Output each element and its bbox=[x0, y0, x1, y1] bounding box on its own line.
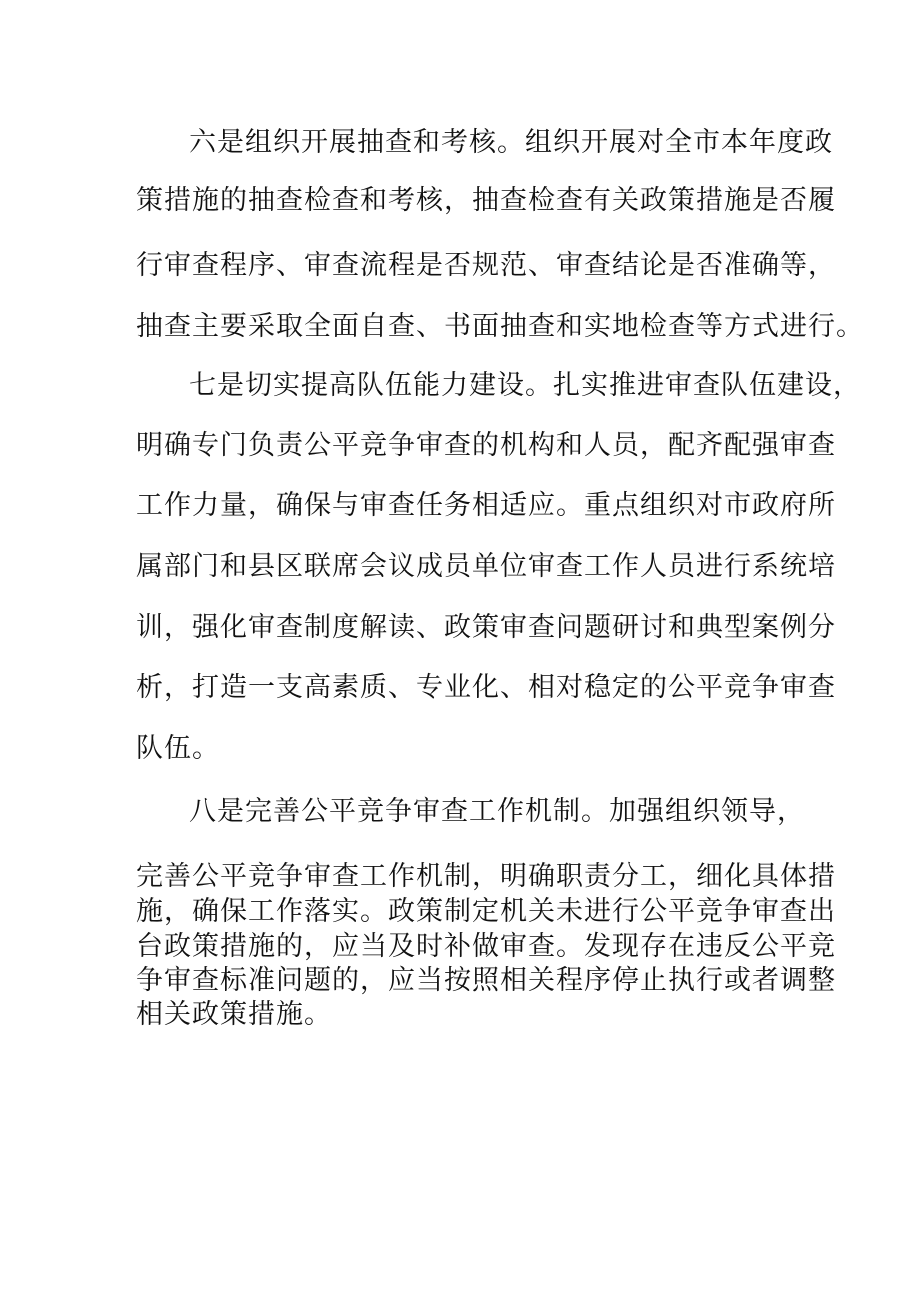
paragraph-line: 相关政策措施。 bbox=[136, 999, 332, 1030]
paragraph-line: 明确专门负责公平竞争审查的机构和人员，配齐配强审查 bbox=[136, 430, 836, 461]
paragraph-line: 析，打造一支高素质、专业化、相对稳定的公平竞争审查 bbox=[136, 672, 836, 703]
paragraph-line: 六是组织开展抽查和考核。组织开展对全市本年度政 bbox=[189, 127, 833, 158]
paragraph-line: 属部门和县区联席会议成员单位审查工作人员进行系统培 bbox=[136, 551, 836, 582]
paragraph-line: 队伍。 bbox=[136, 733, 220, 764]
paragraph-line: 工作力量，确保与审查任务相适应。重点组织对市政府所 bbox=[136, 490, 836, 521]
paragraph-line: 策措施的抽查检查和考核，抽查检查有关政策措施是否履 bbox=[136, 185, 836, 216]
paragraph-line: 台政策措施的，应当及时补做审查。发现存在违反公平竞 bbox=[136, 931, 836, 962]
paragraph-line: 完善公平竞争审查工作机制，明确职责分工，细化具体措 bbox=[136, 861, 836, 892]
paragraph-line: 七是切实提高队伍能力建设。扎实推进审查队伍建设， bbox=[189, 370, 861, 401]
paragraph-line: 争审查标准问题的，应当按照相关程序停止执行或者调整 bbox=[136, 965, 836, 996]
paragraph-line: 施，确保工作落实。政策制定机关未进行公平竞争审查出 bbox=[136, 896, 836, 927]
paragraph-line: 八是完善公平竞争审查工作机制。加强组织领导， bbox=[189, 796, 805, 827]
paragraph-line: 抽查主要采取全面自查、书面抽查和实地检查等方式进行。 bbox=[136, 311, 864, 342]
paragraph-line: 行审查程序、审查流程是否规范、审查结论是否准确等， bbox=[136, 250, 836, 281]
paragraph-line: 训，强化审查制度解读、政策审查问题研讨和典型案例分 bbox=[136, 612, 836, 643]
